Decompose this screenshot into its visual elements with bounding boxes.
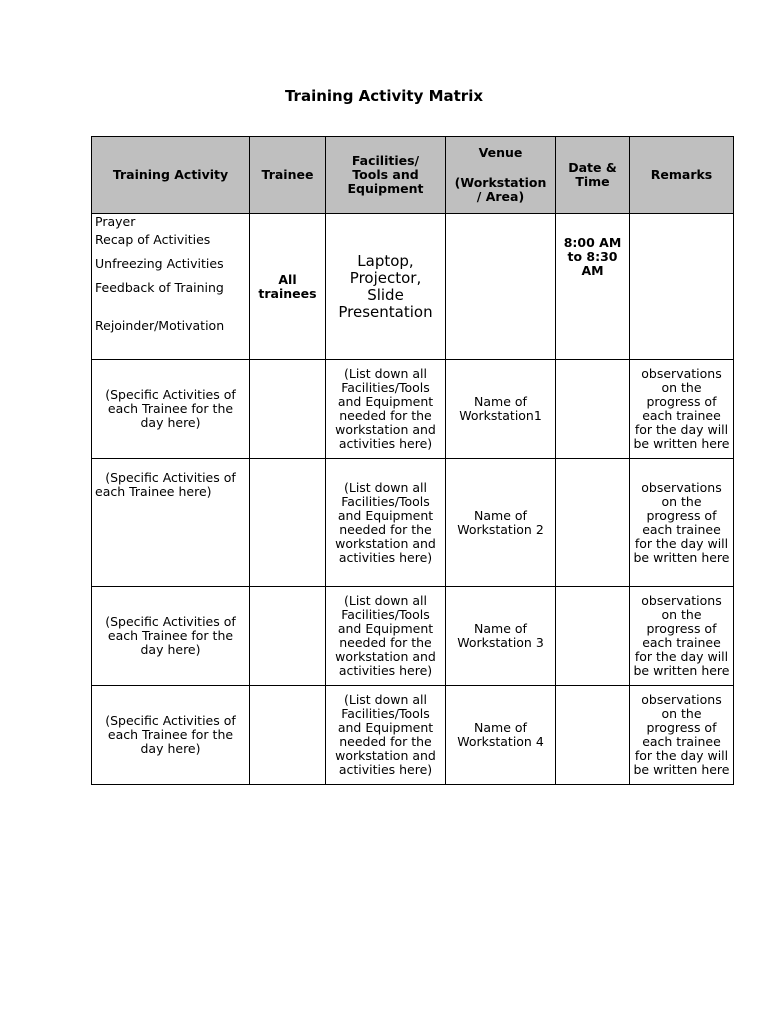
datetime-line: to 8:30 — [567, 249, 618, 264]
datetime-line: 8:00 AM — [563, 235, 622, 250]
facilities-cell: (List down all Facilities/Tools and Equipment needed for the workstation and activities here) — [326, 360, 446, 459]
facilities-line: Presentation — [338, 302, 433, 321]
training-activity-table — [91, 136, 734, 785]
venue-cell: Name of Workstation 3 — [446, 587, 556, 686]
header-remarks: Remarks — [630, 137, 734, 214]
venue-cell: Name of Workstation1 — [446, 360, 556, 459]
datetime-cell — [556, 459, 630, 587]
table-row — [92, 360, 734, 459]
facilities-cell: (List down all Facilities/Tools and Equipment needed for the workstation and activities here) — [326, 459, 446, 587]
facilities-line: Projector, — [349, 268, 422, 287]
table-row — [92, 459, 734, 587]
activity-item: Feedback of Training — [95, 280, 224, 295]
header-trainee: Trainee — [250, 137, 326, 214]
header-venue-line: (Workstation — [454, 175, 547, 190]
activity-list-cell — [92, 214, 250, 360]
header-venue-line: Venue — [478, 145, 523, 160]
activity-cell: (Specific Activities of each Trainee here) — [92, 459, 250, 587]
remarks-cell: observations on the progress of each trainee for the day will be written here — [630, 587, 734, 686]
trainee-cell — [250, 459, 326, 587]
remarks-cell — [630, 214, 734, 360]
venue-cell: Name of Workstation 4 — [446, 686, 556, 785]
datetime-cell — [556, 686, 630, 785]
header-facilities — [326, 137, 446, 214]
facilities-line: Laptop, — [357, 251, 414, 270]
header-facilities-line: Tools and — [352, 167, 419, 182]
venue-cell: Name of Workstation 2 — [446, 459, 556, 587]
header-facilities-line: Equipment — [347, 181, 424, 196]
table-row — [92, 214, 734, 360]
table-row — [92, 587, 734, 686]
header-venue-line: / Area) — [476, 189, 525, 204]
facilities-cell — [326, 214, 446, 360]
table-row — [92, 686, 734, 785]
remarks-cell: observations on the progress of each trainee for the day will be written here — [630, 686, 734, 785]
datetime-line: AM — [581, 263, 604, 278]
activity-item: Unfreezing Activities — [95, 256, 224, 271]
trainee-cell — [250, 360, 326, 459]
header-date-time — [556, 137, 630, 214]
activity-cell: (Specific Activities of each Trainee for the day here) — [92, 587, 250, 686]
facilities-cell: (List down all Facilities/Tools and Equipment needed for the workstation and activities here) — [326, 686, 446, 785]
datetime-cell — [556, 360, 630, 459]
facilities-cell: (List down all Facilities/Tools and Equipment needed for the workstation and activities here) — [326, 587, 446, 686]
remarks-cell: observations on the progress of each trainee for the day will be written here — [630, 360, 734, 459]
trainee-cell — [250, 686, 326, 785]
activity-item: Rejoinder/Motivation — [95, 318, 225, 333]
activity-item: Recap of Activities — [95, 232, 211, 247]
header-facilities-line: Facilities/ — [351, 153, 420, 168]
header-venue — [446, 137, 556, 214]
facilities-line: Slide — [367, 285, 404, 304]
header-training-activity: Training Activity — [92, 137, 250, 214]
venue-cell — [446, 214, 556, 360]
remarks-cell: observations on the progress of each trainee for the day will be written here — [630, 459, 734, 587]
activity-item: Prayer — [95, 214, 136, 229]
activity-cell: (Specific Activities of each Trainee for the day here) — [92, 686, 250, 785]
datetime-cell — [556, 587, 630, 686]
trainee-cell: All trainees — [250, 214, 326, 360]
header-datetime-line: Time — [575, 174, 610, 189]
header-datetime-line: Date & — [568, 160, 617, 175]
header-row — [92, 137, 734, 214]
activity-cell: (Specific Activities of each Trainee for the day here) — [92, 360, 250, 459]
document-title: Training Activity Matrix — [284, 87, 484, 105]
datetime-cell — [556, 214, 630, 360]
trainee-cell — [250, 587, 326, 686]
